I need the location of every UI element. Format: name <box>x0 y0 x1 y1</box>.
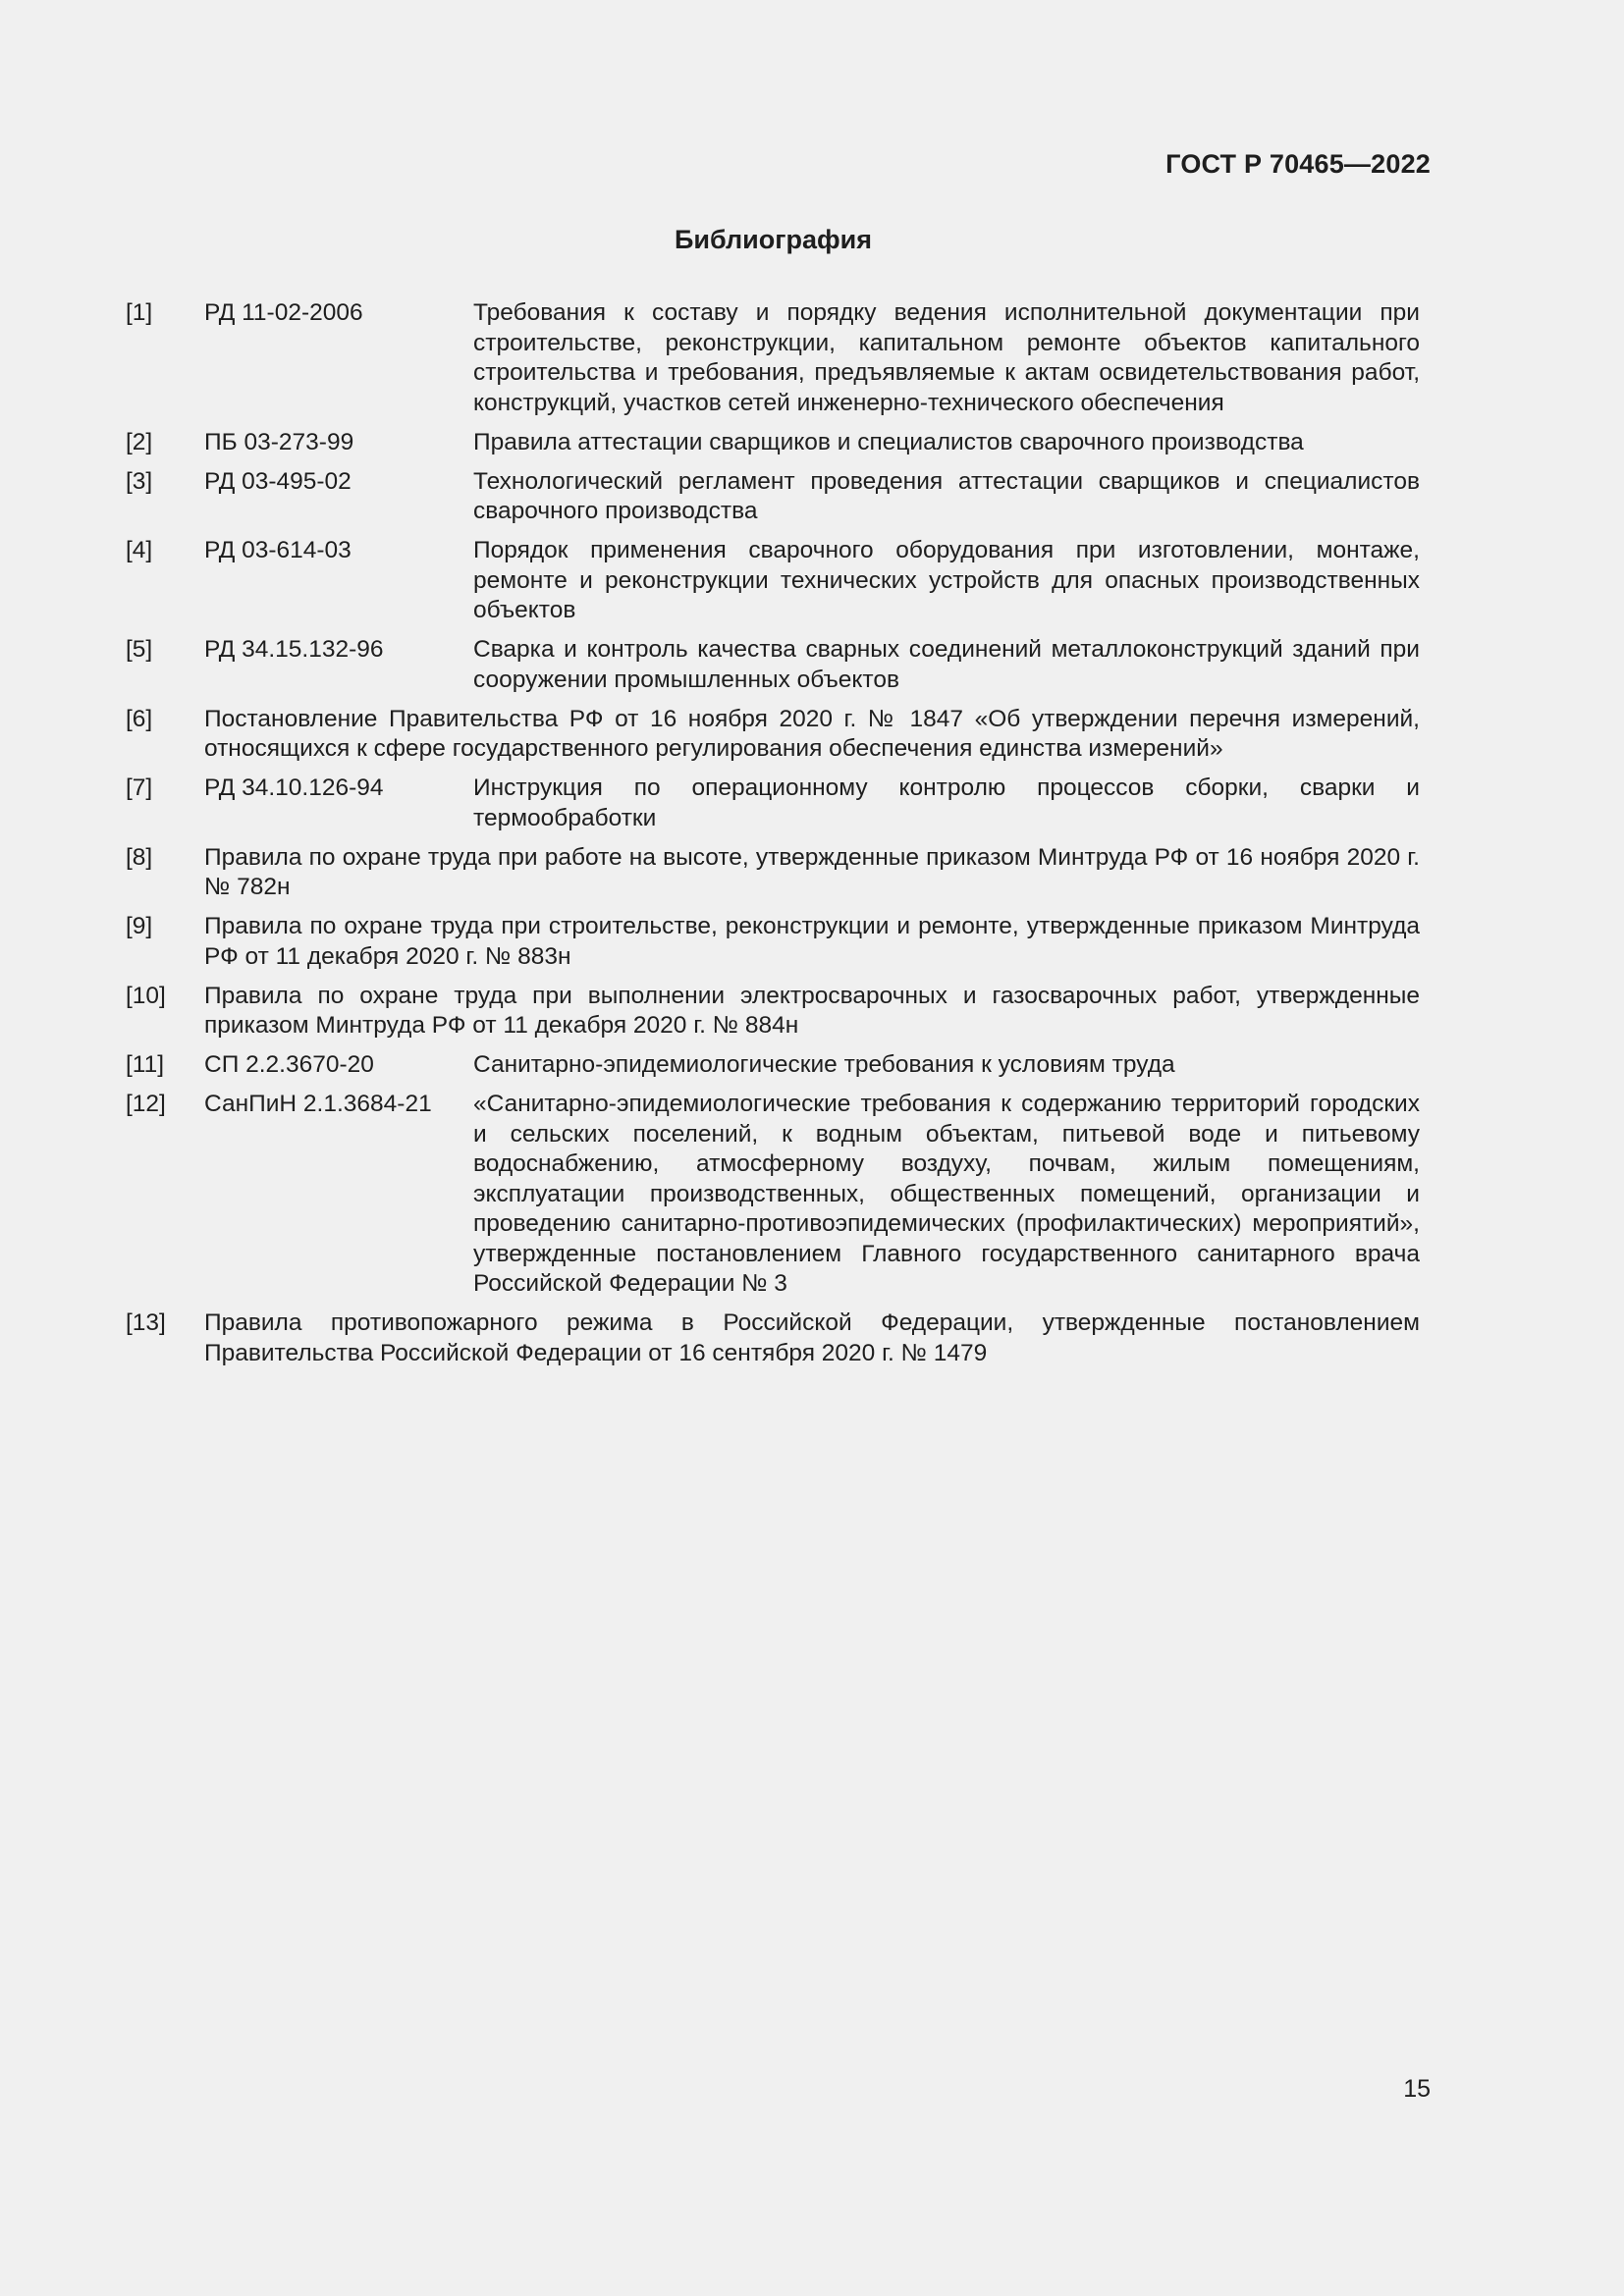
bibliography-entry <box>126 1090 1420 1300</box>
entry-number: [7] <box>126 774 153 801</box>
entry-number: [13] <box>126 1309 166 1336</box>
entry-title: Правила противопожарного режима в Российской Федерации, утвержденные постановлением Правительства Российской Федерации от 16 сентября 2020 г. № 1479 <box>204 1309 1420 1366</box>
bibliography-entry <box>126 1308 1420 1368</box>
entry-number: [5] <box>126 636 153 663</box>
bibliography-entry <box>126 843 1420 903</box>
entry-number: [8] <box>126 843 153 871</box>
bibliography-entry <box>126 428 1420 458</box>
entry-document-code: СанПиН 2.1.3684-21 <box>204 1091 432 1117</box>
page-title: Библиография <box>675 225 872 254</box>
entry-number: [2] <box>126 428 153 455</box>
entry-document-code: ПБ 03-273-99 <box>204 428 354 455</box>
entry-document-code: РД 11-02-2006 <box>204 299 363 326</box>
entry-number: [10] <box>126 982 166 1009</box>
entry-title: Санитарно-эпидемиологические требования к условиям труда <box>473 1051 1175 1078</box>
entry-title: Требования к составу и порядку ведения исполнительной документации при строительстве, реконструкции, капитальном ремонте объектов капитального строительства и требования, предъявляемые к актам освидетельствования работ, конструкций, участков сетей инженерно-технического обеспечения <box>473 299 1420 416</box>
bibliography-entry <box>126 467 1420 527</box>
entry-number: [11] <box>126 1051 165 1078</box>
entry-title: Сварка и контроль качества сварных соединений металлоконструкций зданий при сооружении промышленных объектов <box>473 636 1420 693</box>
bibliography-entry <box>126 774 1420 833</box>
entry-number: [12] <box>126 1091 166 1117</box>
bibliography-entry <box>126 536 1420 626</box>
entry-title: Порядок применения сварочного оборудования при изготовлении, монтаже, ремонте и реконструкции технических устройств для опасных производственных объектов <box>473 537 1420 623</box>
entry-document-code: РД 34.15.132-96 <box>204 636 384 663</box>
entry-document-code: РД 34.10.126-94 <box>204 774 384 801</box>
entry-number: [9] <box>126 913 153 939</box>
entry-number: [6] <box>126 705 153 732</box>
bibliography-entry <box>126 912 1420 972</box>
bibliography-list <box>126 298 1420 1378</box>
entry-title: Правила аттестации сварщиков и специалистов сварочного производства <box>473 428 1304 455</box>
entry-document-code: РД 03-614-03 <box>204 537 352 563</box>
entry-document-code: СП 2.2.3670-20 <box>204 1051 374 1078</box>
entry-number: [3] <box>126 467 153 495</box>
bibliography-entry <box>126 705 1420 765</box>
bibliography-entry <box>126 1050 1420 1081</box>
entry-number: [1] <box>126 299 153 326</box>
entry-number: [4] <box>126 537 153 563</box>
entry-title: Постановление Правительства РФ от 16 ноября 2020 г. № 1847 «Об утверждении перечня измерений, относящихся к сфере государственного регулирования обеспечения единства измерений» <box>204 705 1420 762</box>
bibliography-entry <box>126 298 1420 418</box>
entry-title: Инструкция по операционному контролю процессов сборки, сварки и термообработки <box>473 774 1420 831</box>
entry-title: Правила по охране труда при строительстве, реконструкции и ремонте, утвержденные приказом Минтруда РФ от 11 декабря 2020 г. № 883н <box>204 913 1420 970</box>
page-number: 15 <box>1403 2075 1431 2103</box>
document-code: ГОСТ Р 70465—2022 <box>1165 149 1431 179</box>
entry-title: Правила по охране труда при выполнении электросварочных и газосварочных работ, утвержденные приказом Минтруда РФ от 11 декабря 2020 г. № 884н <box>204 982 1420 1039</box>
bibliography-entry <box>126 635 1420 695</box>
bibliography-entry <box>126 982 1420 1041</box>
entry-document-code: РД 03-495-02 <box>204 467 352 495</box>
entry-title: Технологический регламент проведения аттестации сварщиков и специалистов сварочного производства <box>473 467 1420 524</box>
entry-title: Правила по охране труда при работе на высоте, утвержденные приказом Минтруда РФ от 16 ноября 2020 г. № 782н <box>204 843 1420 900</box>
entry-title: «Санитарно-эпидемиологические требования к содержанию территорий городских и сельских поселений, к водным объектам, питьевой воде и питьевому водоснабжению, атмосферному воздуху, почвам, жилым помещениям, эксплуатации производственных, общественных помещений, организации и проведению санитарно-противоэпидемических (профилактических) мероприятий», утвержденные постановлением Главного государственного санитарного врача Российской Федерации № 3 <box>473 1091 1420 1297</box>
